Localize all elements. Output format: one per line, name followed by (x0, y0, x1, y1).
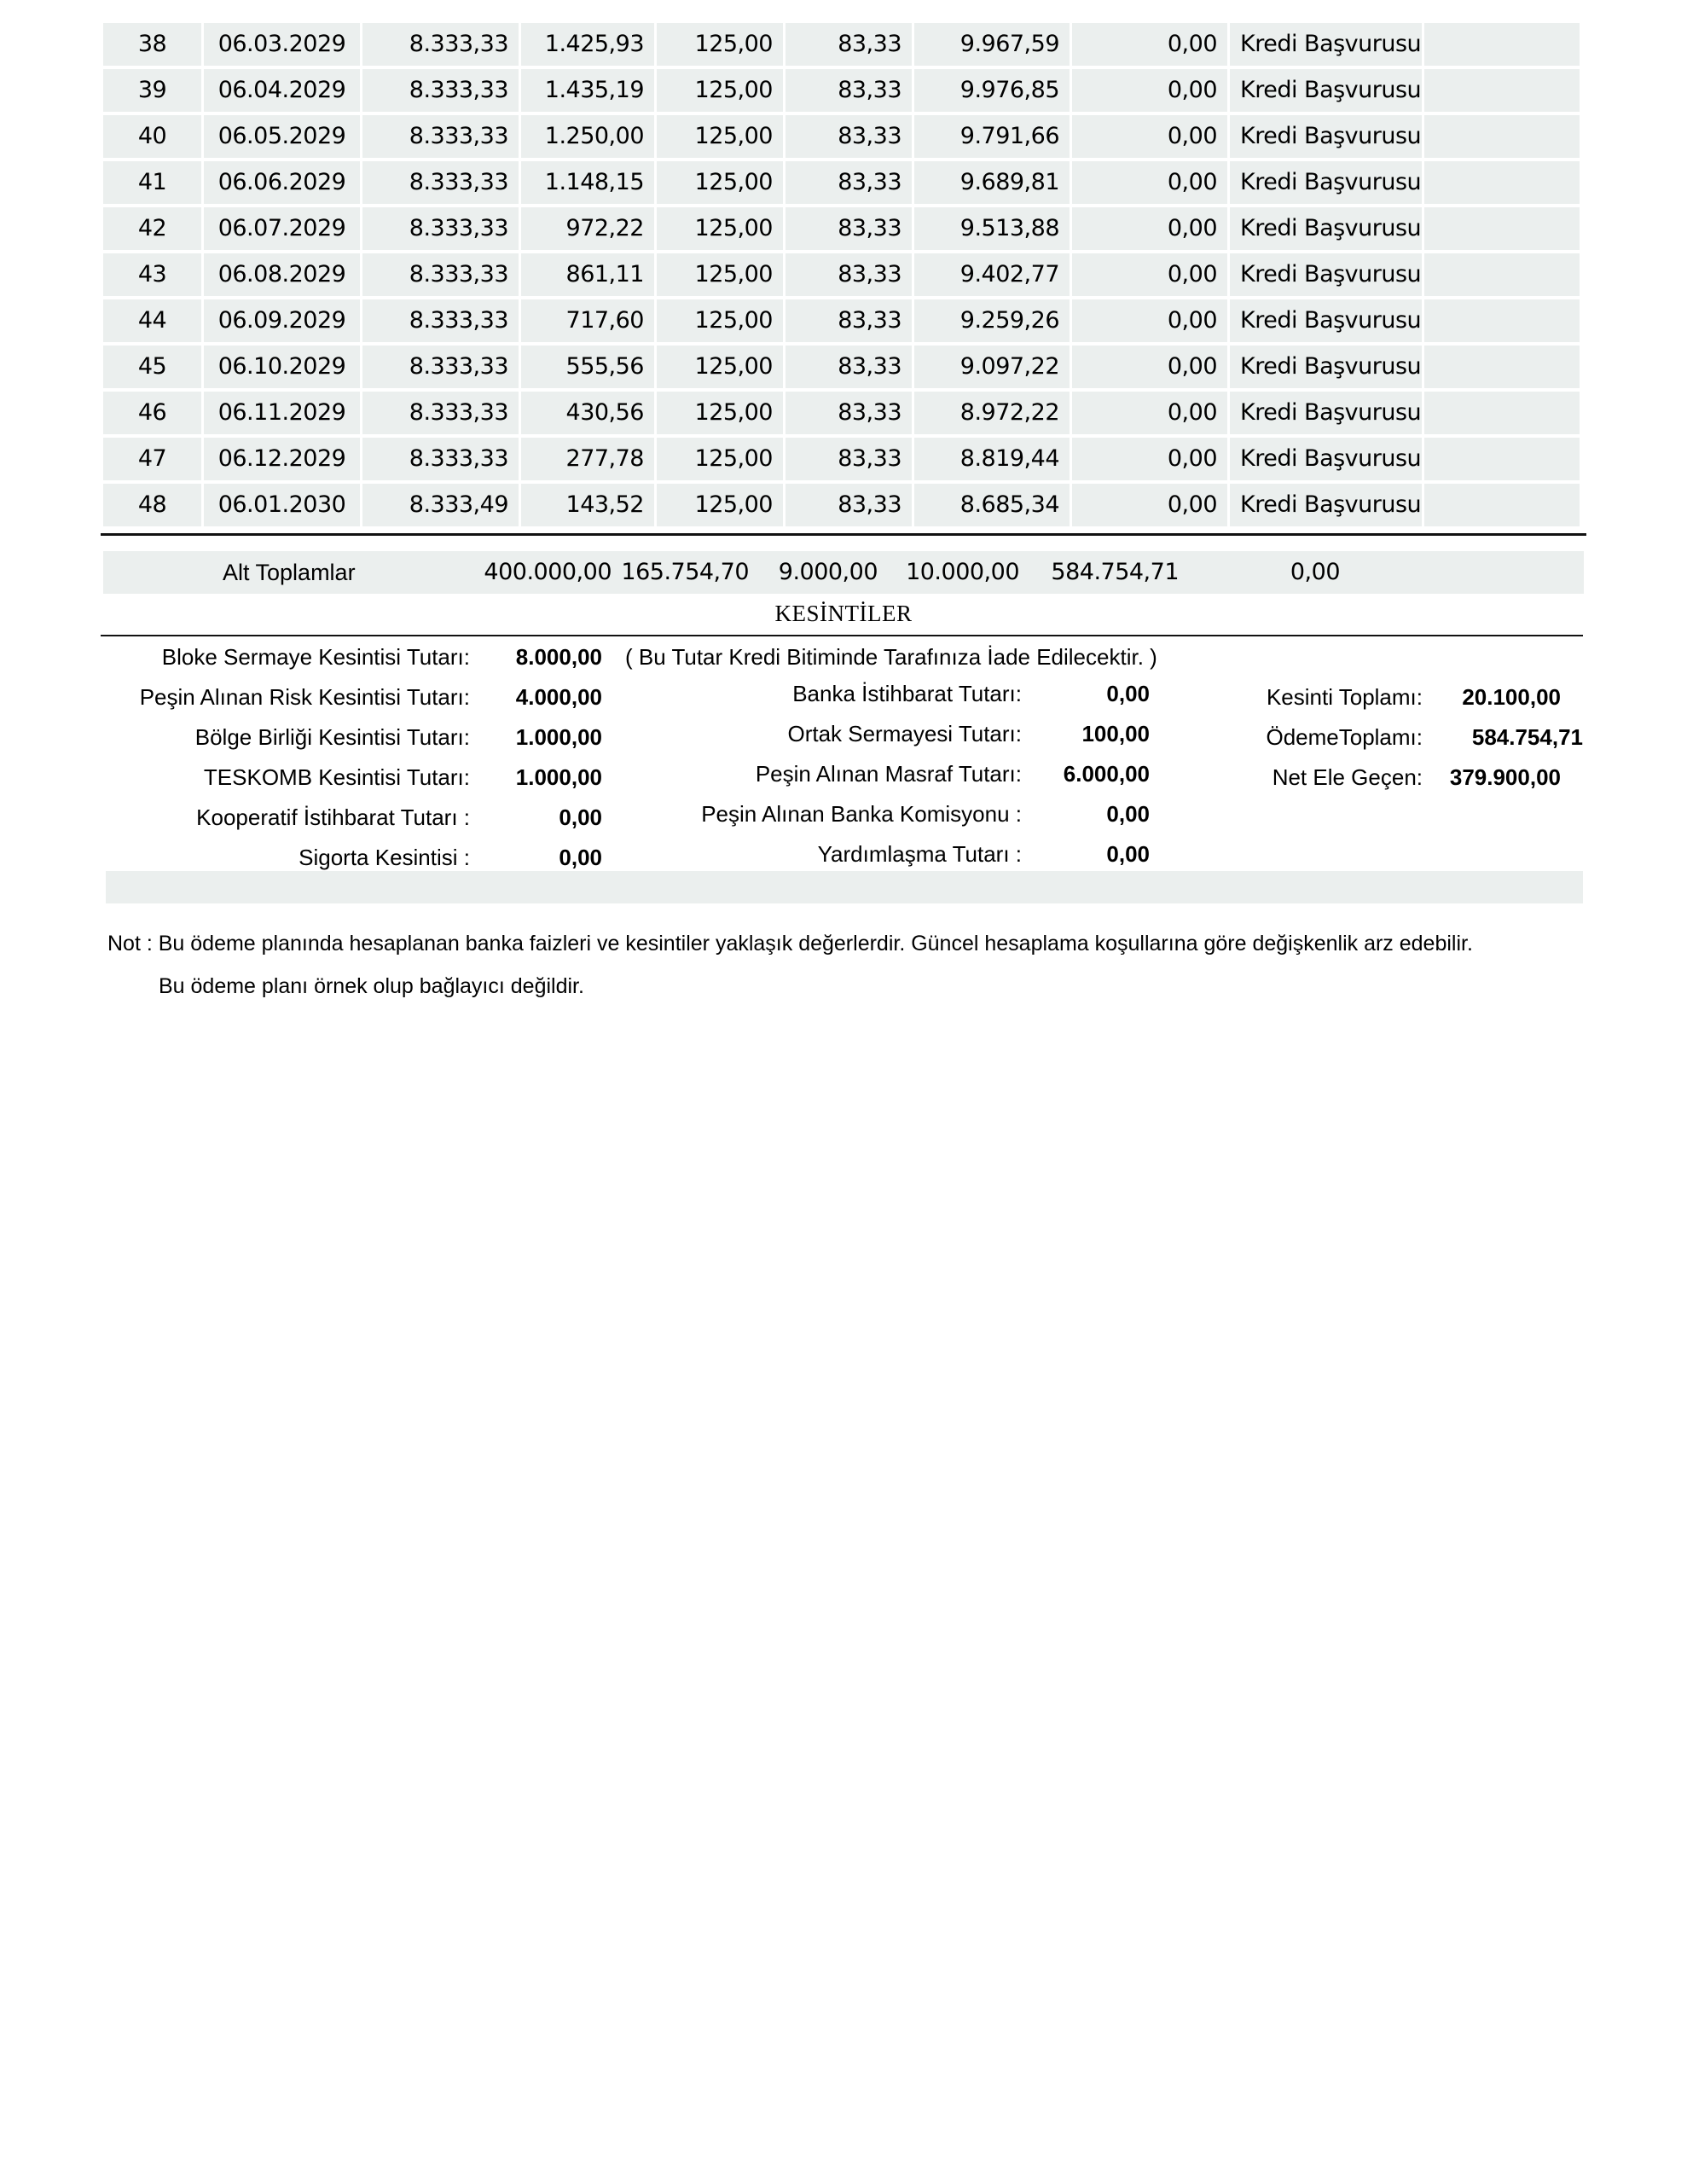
cell-fee: 125,00 (657, 207, 783, 250)
cell-interest: 143,52 (521, 484, 654, 526)
subtotal-col4: 9.000,00 (778, 559, 878, 585)
cell-installment-amount: 9.791,66 (914, 115, 1070, 158)
table-row (103, 207, 1584, 253)
cell-principal: 8.333,33 (362, 438, 519, 480)
cell-fee: 125,00 (657, 346, 783, 388)
cell-balance: 0,00 (1072, 207, 1227, 250)
cell-due-date: 06.04.2029 (204, 69, 360, 112)
cell-due-date: 06.10.2029 (204, 346, 360, 388)
cell-due-date: 06.11.2029 (204, 392, 360, 434)
cell-installment-amount: 9.259,26 (914, 299, 1070, 342)
deduction-value: 0,00 (1106, 681, 1150, 706)
cell-interest: 277,78 (521, 438, 654, 480)
deduction-value: 0,00 (559, 804, 602, 830)
deduction-label: Bloke Sermaye Kesintisi Tutarı: (161, 644, 470, 670)
cell-due-date: 06.07.2029 (204, 207, 360, 250)
cell-interest: 1.425,93 (521, 23, 654, 66)
deduction-label: Sigorta Kesintisi : (299, 845, 470, 870)
cell-extra (1424, 69, 1580, 112)
cell-installment-no: 45 (103, 346, 201, 388)
deduction-value: 0,00 (1106, 801, 1150, 827)
cell-principal: 8.333,33 (362, 207, 519, 250)
cell-installment-amount: 9.513,88 (914, 207, 1070, 250)
cell-status: Kredi Başvurusu (1230, 23, 1422, 66)
cell-installment-no: 47 (103, 438, 201, 480)
cell-tax: 83,33 (786, 346, 912, 388)
cell-fee: 125,00 (657, 484, 783, 526)
cell-tax: 83,33 (786, 161, 912, 204)
cell-principal: 8.333,33 (362, 161, 519, 204)
cell-balance: 0,00 (1072, 484, 1227, 526)
payment-schedule-table (103, 23, 1584, 530)
cell-interest: 972,22 (521, 207, 654, 250)
cell-status: Kredi Başvurusu (1230, 392, 1422, 434)
cell-tax: 83,33 (786, 484, 912, 526)
cell-tax: 83,33 (786, 253, 912, 296)
summary-value: 584.754,71 (1471, 724, 1583, 750)
cell-extra (1424, 161, 1580, 204)
cell-tax: 83,33 (786, 23, 912, 66)
cell-due-date: 06.05.2029 (204, 115, 360, 158)
cell-balance: 0,00 (1072, 392, 1227, 434)
cell-due-date: 06.09.2029 (204, 299, 360, 342)
cell-balance: 0,00 (1072, 346, 1227, 388)
summary-value: 20.100,00 (1462, 684, 1561, 710)
cell-extra (1424, 484, 1580, 526)
cell-due-date: 06.03.2029 (204, 23, 360, 66)
cell-principal: 8.333,33 (362, 392, 519, 434)
cell-extra (1424, 346, 1580, 388)
cell-principal: 8.333,33 (362, 115, 519, 158)
cell-installment-amount: 9.402,77 (914, 253, 1070, 296)
cell-interest: 861,11 (521, 253, 654, 296)
cell-tax: 83,33 (786, 299, 912, 342)
cell-due-date: 06.12.2029 (204, 438, 360, 480)
cell-principal: 8.333,33 (362, 23, 519, 66)
cell-installment-amount: 8.819,44 (914, 438, 1070, 480)
cell-fee: 125,00 (657, 115, 783, 158)
cell-tax: 83,33 (786, 207, 912, 250)
cell-extra (1424, 23, 1580, 66)
cell-balance: 0,00 (1072, 23, 1227, 66)
cell-balance: 0,00 (1072, 161, 1227, 204)
cell-installment-amount: 9.689,81 (914, 161, 1070, 204)
disclaimer-note: Not : Bu ödeme planında hesaplanan banka faizleri ve kesintiler yaklaşık değerlerdir. Güncel hesaplama koşullarına göre değişkenlik arz edebilir. (107, 932, 1473, 956)
cell-status: Kredi Başvurusu (1230, 115, 1422, 158)
cell-principal: 8.333,33 (362, 69, 519, 112)
cell-status: Kredi Başvurusu (1230, 207, 1422, 250)
deduction-label: Peşin Alınan Banka Komisyonu : (701, 801, 1022, 827)
summary-label: Net Ele Geçen: (1272, 764, 1423, 790)
cell-extra (1424, 392, 1580, 434)
deductions-title: KESİNTİLER (774, 601, 913, 626)
deduction-value: 100,00 (1081, 721, 1150, 746)
cell-installment-amount: 9.976,85 (914, 69, 1070, 112)
summary-label: ÖdemeToplamı: (1266, 724, 1423, 750)
cell-extra (1424, 253, 1580, 296)
deduction-value: 6.000,00 (1063, 761, 1150, 787)
table-row (103, 299, 1584, 346)
cell-fee: 125,00 (657, 23, 783, 66)
deduction-label: Peşin Alınan Risk Kesintisi Tutarı: (139, 684, 470, 710)
cell-interest: 430,56 (521, 392, 654, 434)
subtotal-payment: 584.754,71 (1051, 559, 1179, 585)
cell-interest: 1.148,15 (521, 161, 654, 204)
deduction-label: Peşin Alınan Masraf Tutarı: (755, 761, 1022, 787)
cell-installment-amount: 8.685,34 (914, 484, 1070, 526)
cell-fee: 125,00 (657, 69, 783, 112)
cell-installment-no: 48 (103, 484, 201, 526)
cell-extra (1424, 207, 1580, 250)
cell-status: Kredi Başvurusu (1230, 253, 1422, 296)
cell-installment-no: 38 (103, 23, 201, 66)
cell-interest: 555,56 (521, 346, 654, 388)
table-row (103, 115, 1584, 161)
subtotal-col7: 0,00 (1290, 559, 1340, 585)
table-row (103, 161, 1584, 207)
subtotal-principal: 400.000,00 (484, 559, 612, 585)
deduction-label: TESKOMB Kesintisi Tutarı: (203, 764, 470, 790)
cell-balance: 0,00 (1072, 299, 1227, 342)
cell-extra (1424, 115, 1580, 158)
cell-tax: 83,33 (786, 392, 912, 434)
cell-status: Kredi Başvurusu (1230, 161, 1422, 204)
cell-fee: 125,00 (657, 161, 783, 204)
cell-principal: 8.333,33 (362, 253, 519, 296)
non-binding-note: Bu ödeme planı örnek olup bağlayıcı değildir. (159, 974, 584, 998)
cell-balance: 0,00 (1072, 253, 1227, 296)
deduction-value: 8.000,00 (515, 644, 602, 670)
cell-principal: 8.333,33 (362, 346, 519, 388)
table-row (103, 346, 1584, 392)
cell-fee: 125,00 (657, 392, 783, 434)
deductions-divider (101, 635, 1583, 636)
deduction-value: 1.000,00 (515, 724, 602, 750)
cell-fee: 125,00 (657, 438, 783, 480)
subtotals-label: Alt Toplamlar (223, 560, 356, 585)
subtotals-row (103, 551, 1584, 594)
summary-label: Kesinti Toplamı: (1266, 684, 1423, 710)
table-row (103, 392, 1584, 438)
cell-status: Kredi Başvurusu (1230, 346, 1422, 388)
cell-installment-no: 42 (103, 207, 201, 250)
subtotal-interest: 165.754,70 (621, 559, 749, 585)
cell-fee: 125,00 (657, 299, 783, 342)
cell-tax: 83,33 (786, 115, 912, 158)
cell-principal: 8.333,33 (362, 299, 519, 342)
cell-extra (1424, 299, 1580, 342)
deduction-label: Ortak Sermayesi Tutarı: (787, 721, 1022, 746)
deduction-value: 0,00 (559, 845, 602, 870)
cell-fee: 125,00 (657, 253, 783, 296)
footer-band (106, 871, 1583, 903)
table-row (103, 253, 1584, 299)
table-row (103, 438, 1584, 484)
table-row (103, 23, 1584, 69)
cell-installment-no: 39 (103, 69, 201, 112)
cell-status: Kredi Başvurusu (1230, 69, 1422, 112)
cell-installment-amount: 9.097,22 (914, 346, 1070, 388)
subtotal-col5: 10.000,00 (906, 559, 1019, 585)
deduction-value: 0,00 (1106, 841, 1150, 867)
cell-due-date: 06.06.2029 (204, 161, 360, 204)
table-row (103, 484, 1584, 530)
cell-balance: 0,00 (1072, 69, 1227, 112)
cell-tax: 83,33 (786, 438, 912, 480)
cell-installment-no: 44 (103, 299, 201, 342)
cell-balance: 0,00 (1072, 438, 1227, 480)
cell-interest: 1.435,19 (521, 69, 654, 112)
cell-due-date: 06.01.2030 (204, 484, 360, 526)
cell-extra (1424, 438, 1580, 480)
cell-installment-no: 46 (103, 392, 201, 434)
cell-principal: 8.333,49 (362, 484, 519, 526)
cell-installment-amount: 9.967,59 (914, 23, 1070, 66)
deduction-label: Banka İstihbarat Tutarı: (792, 681, 1022, 706)
deduction-label: Bölge Birliği Kesintisi Tutarı: (194, 724, 470, 750)
cell-interest: 717,60 (521, 299, 654, 342)
table-row (103, 69, 1584, 115)
cell-tax: 83,33 (786, 69, 912, 112)
deduction-value: 1.000,00 (515, 764, 602, 790)
cell-status: Kredi Başvurusu (1230, 299, 1422, 342)
cell-installment-amount: 8.972,22 (914, 392, 1070, 434)
cell-balance: 0,00 (1072, 115, 1227, 158)
deduction-label: Kooperatif İstihbarat Tutarı : (196, 804, 470, 830)
cell-installment-no: 43 (103, 253, 201, 296)
cell-status: Kredi Başvurusu (1230, 438, 1422, 480)
bloke-refund-note: ( Bu Tutar Kredi Bitiminde Tarafınıza İade Edilecektir. ) (625, 644, 1157, 670)
deduction-label: Yardımlaşma Tutarı : (817, 841, 1022, 867)
cell-interest: 1.250,00 (521, 115, 654, 158)
cell-due-date: 06.08.2029 (204, 253, 360, 296)
cell-installment-no: 40 (103, 115, 201, 158)
table-divider (101, 533, 1586, 536)
cell-status: Kredi Başvurusu (1230, 484, 1422, 526)
cell-installment-no: 41 (103, 161, 201, 204)
deduction-value: 4.000,00 (515, 684, 602, 710)
summary-value: 379.900,00 (1449, 764, 1561, 790)
